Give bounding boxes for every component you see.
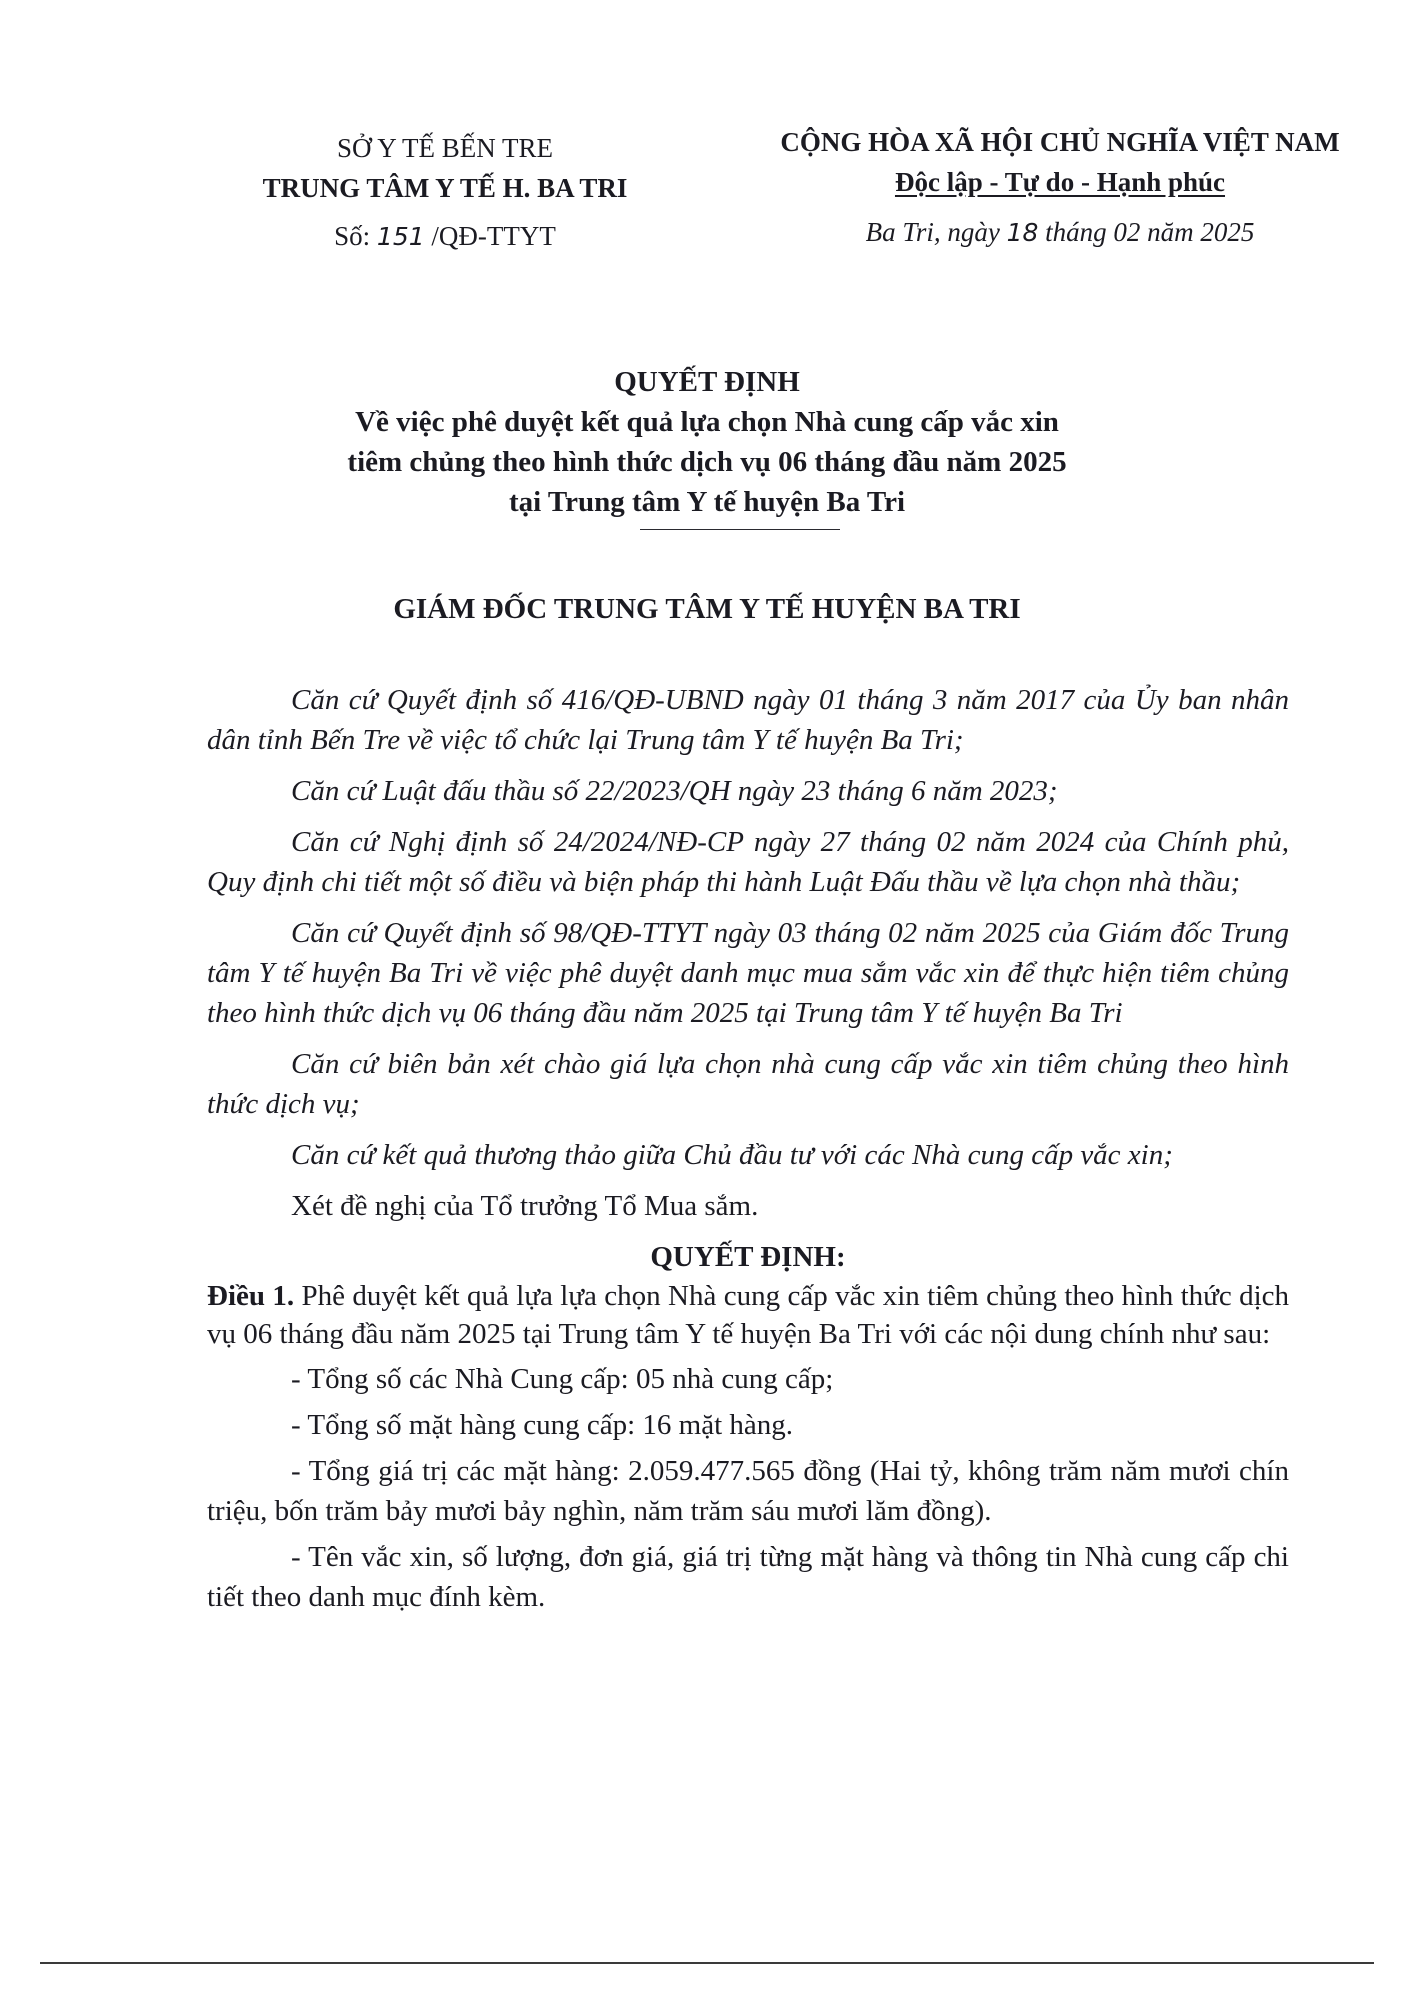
motto-text: Độc lập - Tự do - Hạnh phúc (894, 167, 1226, 197)
nation-title: CỘNG HÒA XÃ HỘI CHỦ NGHĨA VIỆT NAM (780, 127, 1340, 157)
motto (740, 162, 1380, 202)
legal-basis-4: Căn cứ Quyết định số 98/QĐ-TTYT ngày 03 tháng 02 năm 2025 của Giám đốc Trung tâm Y tế huyện Ba Tri về việc phê duyệt danh mục mua sắm vắc xin để thực hiện tiêm chủng theo hình thức dịch vụ 06 tháng đầu năm 2025 tại Trung tâm Y tế huyện Ba Tri (207, 917, 1289, 1029)
title-line-2: tiêm chủng theo hình thức dịch vụ 06 tháng đầu năm 2025 (347, 446, 1067, 478)
issue-date (740, 212, 1380, 253)
decision-title-block (0, 362, 1414, 522)
title-line-1: Về việc phê duyệt kết quả lựa chọn Nhà cung cấp vắc xin (355, 406, 1059, 438)
number-handwritten: 151 (376, 222, 425, 251)
article-1-text: Phê duyệt kết quả lựa lựa chọn Nhà cung cấp vắc xin tiêm chủng theo hình thức dịch vụ 06 tháng đầu năm 2025 tại Trung tâm Y tế huyện Ba Tri với các nội dung chính như sau: (207, 1280, 1290, 1350)
article-1-item-details: - Tên vắc xin, số lượng, đơn giá, giá trị từng mặt hàng và thông tin Nhà cung cấp chi tiết theo danh mục đính kèm. (207, 1541, 1289, 1613)
article-1 (207, 1277, 1289, 1353)
legal-basis-6: Căn cứ kết quả thương thảo giữa Chủ đầu tư với các Nhà cung cấp vắc xin; (291, 1139, 1173, 1171)
legal-basis-2: Căn cứ Luật đấu thầu số 22/2023/QH ngày 23 tháng 6 năm 2023; (291, 775, 1058, 807)
decision-heading: QUYẾT ĐỊNH: (650, 1241, 846, 1273)
number-suffix: /QĐ-TTYT (431, 221, 556, 251)
org-name-text: TRUNG TÂM Y TẾ H. BA TRI (262, 173, 628, 203)
director-heading: GIÁM ĐỐC TRUNG TÂM Y TẾ HUYỆN BA TRI (393, 593, 1021, 625)
date-suffix: tháng 02 năm 2025 (1045, 217, 1255, 247)
org-name (210, 168, 680, 208)
date-day-handwritten: 18 (1006, 218, 1039, 247)
article-1-item-goods: - Tổng số mặt hàng cung cấp: 16 mặt hàng. (291, 1409, 794, 1441)
title-line-3: tại Trung tâm Y tế huyện Ba Tri (508, 486, 906, 518)
org-parent: SỞ Y TẾ BẾN TRE (336, 133, 553, 163)
date-prefix: Ba Tri, ngày (865, 217, 1000, 247)
article-1-label: Điều 1. (207, 1280, 295, 1312)
title-divider (640, 529, 840, 530)
decision-title: QUYẾT ĐỊNH (614, 366, 800, 398)
page-bottom-rule (40, 1962, 1374, 1964)
legal-basis-3: Căn cứ Nghị định số 24/2024/NĐ-CP ngày 27 tháng 02 năm 2024 của Chính phủ, Quy định chi tiết một số điều và biện pháp thi hành Luật Đấu thầu về lựa chọn nhà thầu; (207, 826, 1289, 898)
document-number (210, 216, 680, 257)
nation-block (740, 122, 1380, 253)
number-prefix: Số: (334, 221, 371, 251)
legal-basis-5: Căn cứ biên bản xét chào giá lựa chọn nhà cung cấp vắc xin tiêm chủng theo hình thức dịch vụ; (207, 1048, 1289, 1120)
article-1-item-total-value: - Tổng giá trị các mặt hàng: 2.059.477.565 đồng (Hai tỷ, không trăm năm mươi chín triệu, bốn trăm bảy mươi bảy nghìn, năm trăm sáu mươi lăm đồng). (207, 1455, 1289, 1527)
proposal-text: Xét đề nghị của Tổ trưởng Tổ Mua sắm. (291, 1190, 759, 1222)
legal-basis-1: Căn cứ Quyết định số 416/QĐ-UBND ngày 01 tháng 3 năm 2017 của Ủy ban nhân dân tỉnh Bến Tre về việc tổ chức lại Trung tâm Y tế huyện Ba Tri; (207, 684, 1289, 756)
document-body (207, 680, 1289, 1623)
issuer-block (210, 128, 680, 257)
article-1-item-suppliers: - Tổng số các Nhà Cung cấp: 05 nhà cung cấp; (291, 1363, 834, 1395)
